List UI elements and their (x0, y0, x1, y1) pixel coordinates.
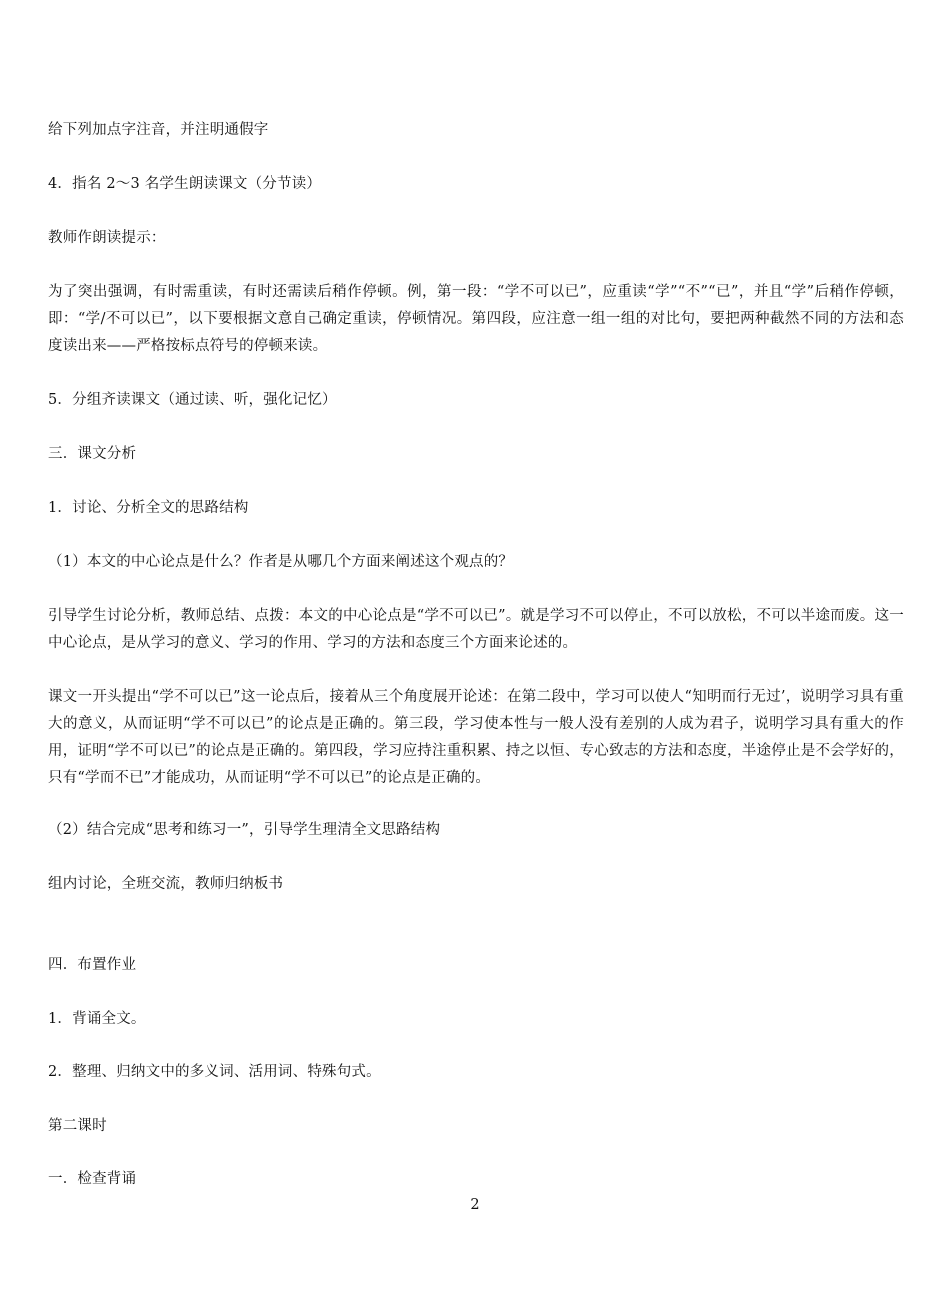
item-1-discussion: 1．讨论、分析全文的思路结构 (48, 500, 249, 516)
section-4-heading: 四．布置作业 (48, 957, 137, 973)
second-lesson-heading: 第二课时 (48, 1118, 107, 1134)
page-number: 2 (470, 1197, 480, 1213)
group-discussion-line: 组内讨论，全班交流，教师归纳板书 (48, 876, 284, 892)
teacher-reading-tips-label: 教师作朗读提示： (48, 230, 166, 246)
step-4-reading: 4．指名 2～3 名学生朗读课文（分节读） (48, 176, 322, 192)
step-5-group-reading: 5．分组齐读课文（通过读、听，强化记忆） (48, 392, 337, 408)
homework-item-1: 1．背诵全文。 (48, 1011, 146, 1027)
question-1: （1）本文的中心论点是什么？作者是从哪几个方面来阐述这个观点的？ (48, 554, 514, 570)
central-thesis-paragraph: 引导学生讨论分析，教师总结、点拨：本文的中心论点是“学不可以已”。就是学习不可以停止，不可以放松，不可以半途而废。这一中心论点，是从学习的意义、学习的作用、学习的方法和态度三个方面来论述的。 (48, 608, 904, 651)
reading-tips-paragraph: 为了突出强调，有时需重读，有时还需读后稍作停顿。例，第一段：“学不可以已”，应重读“学”“不”“已”，并且“学”后稍作停顿，即：“学/不可以已”，以下要根据文意自己确定重读，停顿情况。第四段，应注意一组一组的对比句，要把两种截然不同的方法和态度读出来——严格按标点符号的停顿来读。 (48, 284, 904, 354)
argument-structure-paragraph: 课文一开头提出“学不可以已”这一论点后，接着从三个角度展开论述：在第二段中，学习可以使人“知明而行无过’，说明学习具有重大的意义，从而证明“学不可以已”的论点是正确的。第三段，学习使本性与一般人没有差别的人成为君子，说明学习具有重大的作用，证明“学不可以已”的论点是正确的。第四段，学习应持注重积累、持之以恒、专心致志的方法和态度，半途停止是不会学好的，只有“学而不已”才能成功，从而证明“学不可以已”的论点是正确的。 (48, 689, 904, 786)
question-2: （2）结合完成“思考和练习一”，引导学生理清全文思路结构 (48, 822, 441, 838)
instruction-annotate-characters: 给下列加点字注音，并注明通假字 (48, 122, 269, 138)
section-3-heading: 三．课文分析 (48, 446, 137, 462)
homework-item-2: 2．整理、归纳文中的多义词、活用词、特殊句式。 (48, 1064, 381, 1080)
check-recitation-heading: 一．检查背诵 (48, 1171, 137, 1187)
